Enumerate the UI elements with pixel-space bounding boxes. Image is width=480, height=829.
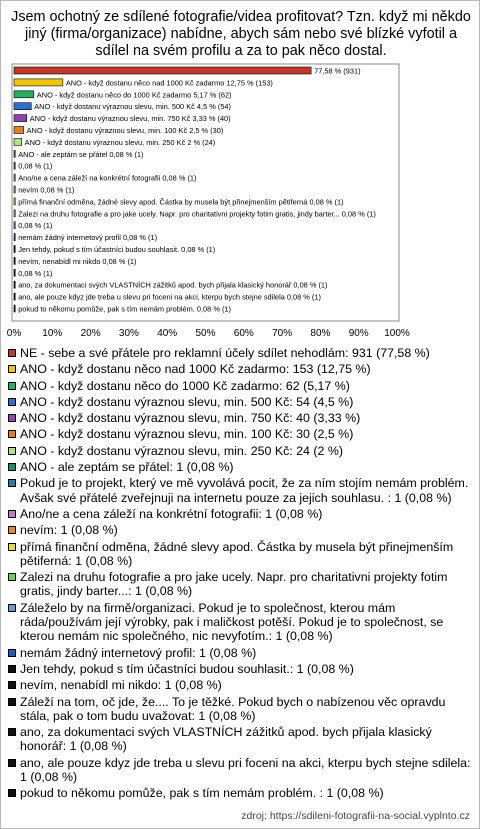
legend-item xyxy=(8,601,476,644)
legend-item xyxy=(8,444,476,458)
chart-title: Jsem ochotný ze sdílené fotografie/videa profitovat? Tzn. když mi někdo jiný (firma/organizace) nabídne, abych sám nebo své blízké vyfotil a sdílel na svém profilu a za to pak něco dostal. xyxy=(11,9,471,59)
bar-label-6: ANO - když dostanu výraznou slevu, min. 100 Kč 2,5 % (30) xyxy=(26,126,224,135)
legend-swatch xyxy=(8,414,16,422)
bar-label-7: ANO - když dostanu výraznou slevu, min. 250 Kč 2 % (24) xyxy=(24,137,216,147)
legend-item xyxy=(8,427,476,441)
legend-label: nemám žádný internetový profil: 1 (0,08 %) xyxy=(20,645,257,660)
legend-item xyxy=(8,570,476,599)
legend-label: Ano/ne a cena záleží na konkrétní fotografii: 1 (0,08 %) xyxy=(20,506,323,521)
x-tick-label: 40% xyxy=(157,328,178,339)
bar-15 xyxy=(14,234,15,241)
bar-14 xyxy=(14,222,15,229)
bar-13 xyxy=(14,210,15,217)
legend-swatch xyxy=(8,526,16,534)
bar-label-17: nevím, nenabídl mi nikdo 0,08 % (1) xyxy=(18,256,137,266)
legend-swatch xyxy=(8,430,16,438)
bar-20 xyxy=(14,293,15,300)
x-tick-label: 10% xyxy=(42,328,63,339)
bar-label-20: ano, ale pouze kdyz jde treba u slevu pri foceni na akci, kterpu bych stejne sdilela 0,08 % (1) xyxy=(18,292,321,302)
bar-label-16: Jen tehdy, pokud s tím účastníci budou souhlasit. 0,08 % (1) xyxy=(18,245,216,254)
legend-swatch xyxy=(8,463,16,471)
bar-label-14: 0,08 % (1) xyxy=(18,221,53,231)
bar-label-19: ano, za dokumentaci svých VLASTNÍCH zážitků apod. bych přijala klasický honorář 0,08 % (1) xyxy=(18,280,328,290)
legend-label: NE - sebe a své přátele pro reklamní účely sdílet nehodlám: 931 (77,58 %) xyxy=(20,346,430,360)
legend-item xyxy=(8,678,476,692)
legend-item xyxy=(8,725,476,754)
legend-label: přímá finanční odměna, žádné slevy apod. Částka by musela být přinejmenším pětiferná: 1 (0,08 %) xyxy=(20,539,454,568)
legend-label: Pokud je to projekt, který ve mě vyvolává pocit, že za ním stojím nemám problém. Avšak své přátelé zveřejnuji na internetu pouze za jejich souhlasu. : 1 (0,08 %) xyxy=(20,476,469,505)
legend-item xyxy=(8,395,476,409)
bar-4 xyxy=(14,103,31,110)
legend-swatch xyxy=(8,543,16,551)
legend-swatch xyxy=(8,365,16,373)
legend-label: ANO - když dostanu výraznou slevu, min. 100 Kč: 30 (2,5 %) xyxy=(20,427,354,442)
x-tick-label: 80% xyxy=(310,328,331,339)
legend-label: ANO - ale zeptám se přátel: 1 (0,08 %) xyxy=(20,460,234,475)
legend-item xyxy=(8,362,476,376)
bar-21 xyxy=(14,305,15,312)
x-tick-label: 30% xyxy=(118,328,139,339)
legend-label: ano, za dokumentaci svých VLASTNÍCH zážitků apod. bych přijala klasický honorář: 1 (0,08 %) xyxy=(20,725,432,754)
legend-label: ANO - když dostanu něco do 1000 Kč zadarmo: 62 (5,17 %) xyxy=(20,378,350,393)
legend xyxy=(8,346,476,803)
legend-label: Jen tehdy, pokud s tím účastníci budou souhlasit.: 1 (0,08 %) xyxy=(20,661,354,676)
bar-label-9: 0,08 % (1) xyxy=(18,161,53,171)
legend-label: Zalezi na druhu fotografie a pro jake ucely. Napr. pro charitativni projekty fotim gratis, jindy barter...: 1 (0,08 %) xyxy=(20,570,448,599)
legend-label: ANO - když dostanu výraznou slevu, min. 750 Kč: 40 (3,33 %) xyxy=(20,411,361,426)
legend-item xyxy=(8,379,476,393)
x-tick-label: 100% xyxy=(384,328,410,339)
legend-label: Záleželo by na firmě/organizaci. Pokud je to společnost, kterou mám ráda/používám její výrobky, pak i maličkost potěší. Pokud je to společnost, se kterou nemám nic společného, nic nevyfotím.: 1 (0,08 %) xyxy=(20,600,444,644)
legend-item xyxy=(8,507,476,521)
legend-label: ANO - když dostanu něco nad 1000 Kč zadarmo: 153 (12,75 %) xyxy=(20,362,371,377)
legend-label: nevím, nenabídl mi nikdo: 1 (0,08 %) xyxy=(20,678,222,693)
bar-16 xyxy=(14,246,15,253)
bar-label-15: nemám žádný internetový profil 0,08 % (1) xyxy=(18,233,158,243)
x-tick-label: 0% xyxy=(6,328,22,339)
legend-swatch xyxy=(8,604,16,612)
legend-label: ANO - když dostanu výraznou slevu, min. 250 Kč: 24 (2 %) xyxy=(20,443,343,458)
bar-8 xyxy=(14,150,15,157)
legend-item xyxy=(8,411,476,425)
legend-swatch xyxy=(8,649,16,657)
legend-swatch xyxy=(8,382,16,390)
legend-swatch xyxy=(8,398,16,406)
bar-label-21: pokud to někomu pomůže, pak s tím nemám problém. 0,08 % (1) xyxy=(18,304,231,314)
bar-12 xyxy=(14,198,15,205)
bar-chart xyxy=(1,1,479,346)
bar-10 xyxy=(14,174,15,181)
bar-label-11: nevím 0,08 % (1) xyxy=(18,185,75,195)
legend-label: Záleží na tom, oč jde, že.... To je těžké. Pokud bych o nabízenou věc opravdu stála, pak o tom budu uvažovat: 1 (0,08 %) xyxy=(20,694,446,723)
legend-item xyxy=(8,646,476,660)
bar-label-8: ANO - ale zeptám se přátel 0,08 % (1) xyxy=(18,149,144,159)
legend-label: pokud to někomu pomůže, pak s tím nemám problém. : 1 (0,08 %) xyxy=(20,786,384,801)
legend-label: ANO - když dostanu výraznou slevu, min. 500 Kč: 54 (4,5 %) xyxy=(20,394,354,409)
legend-item xyxy=(8,346,476,360)
bar-label-1: 77,58 % (931) xyxy=(314,66,361,76)
legend-swatch xyxy=(8,789,16,797)
bar-6 xyxy=(14,127,24,134)
bar-label-12: přímá finanční odměna, žádné slevy apod. Částka by musela být přinejmenším pětiferná 0,08 % (1) xyxy=(18,197,344,207)
legend-swatch xyxy=(8,698,16,706)
legend-item xyxy=(8,786,476,800)
bar-18 xyxy=(14,269,15,276)
bar-label-3: ANO - když dostanu něco do 1000 Kč zadarmo 5,17 % (62) xyxy=(36,90,232,100)
legend-item xyxy=(8,695,476,724)
bar-7 xyxy=(14,138,22,145)
legend-label: ano, ale pouze kdyz jde treba u slevu pri foceni na akci, kterpu bych stejne sdilela: 1 (0,08 %) xyxy=(20,755,471,785)
legend-swatch xyxy=(8,681,16,689)
legend-item xyxy=(8,662,476,676)
bar-2 xyxy=(14,79,63,86)
source-note: zdroj: https://sdileni-fotografii-na-social.vyplnto.cz xyxy=(241,810,470,822)
x-tick-label: 60% xyxy=(233,328,254,339)
legend-swatch xyxy=(8,759,16,767)
bar-9 xyxy=(14,162,15,169)
bar-label-5: ANO - když dostanu výraznou slevu, min. 750 Kč 3,33 % (40) xyxy=(29,114,231,124)
legend-item xyxy=(8,523,476,537)
x-tick-label: 20% xyxy=(80,328,101,339)
legend-item xyxy=(8,476,476,505)
x-tick-label: 50% xyxy=(195,328,216,339)
bar-19 xyxy=(14,281,15,288)
bar-17 xyxy=(14,257,15,264)
bar-5 xyxy=(14,115,27,122)
bar-label-18: 0,08 % (1) xyxy=(18,268,53,278)
legend-item xyxy=(8,540,476,569)
legend-swatch xyxy=(8,573,16,581)
legend-swatch xyxy=(8,510,16,518)
legend-swatch xyxy=(8,447,16,455)
bar-label-13: Zalezi na druhu fotografie a pro jake ucely. Napr. pro charitativni projekty fotim gratis, jindy barter... 0,08 % (1) xyxy=(18,209,376,219)
legend-swatch xyxy=(8,665,16,673)
bar-label-4: ANO - když dostanu výraznou slevu, min. 500 Kč 4,5 % (54) xyxy=(34,102,232,112)
bar-label-2: ANO - když dostanu něco nad 1000 Kč zadarmo 12,75 % (153) xyxy=(65,78,273,88)
bar-11 xyxy=(14,186,15,193)
bar-3 xyxy=(14,91,34,98)
legend-item xyxy=(8,460,476,474)
legend-swatch xyxy=(8,728,16,736)
x-tick-label: 90% xyxy=(348,328,369,339)
bar-label-10: Ano/ne a cena záleží na konkrétní fotografii 0,08 % (1) xyxy=(18,173,197,183)
legend-label: nevím: 1 (0,08 %) xyxy=(20,523,118,538)
x-tick-label: 70% xyxy=(272,328,293,339)
legend-swatch xyxy=(8,349,16,357)
bar-1 xyxy=(14,67,311,74)
legend-swatch xyxy=(8,479,16,487)
legend-item xyxy=(8,756,476,785)
